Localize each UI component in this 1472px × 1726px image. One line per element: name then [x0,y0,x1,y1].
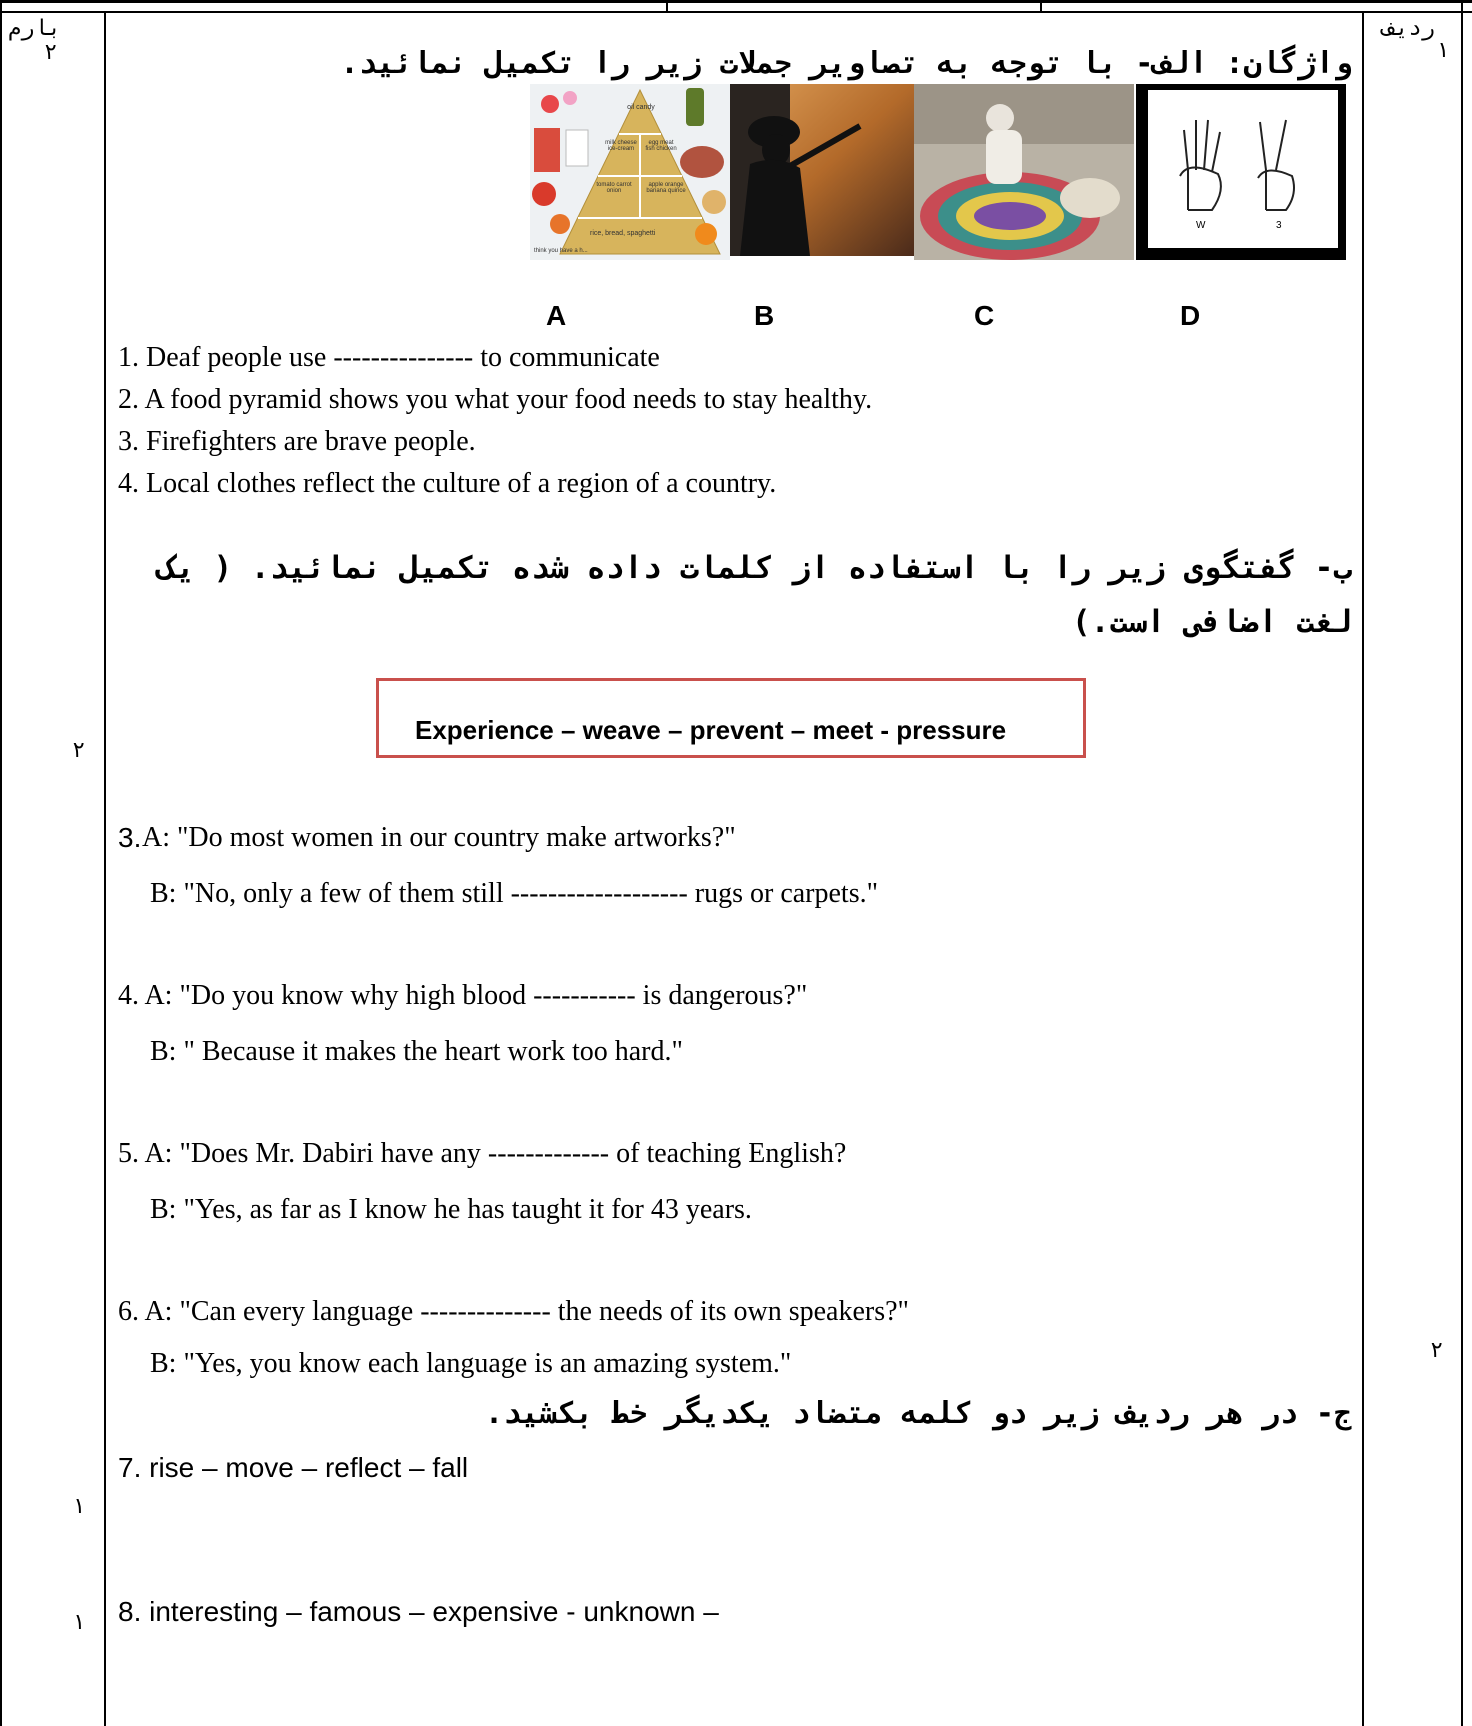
score-b: ٢ [72,738,86,763]
dialogue-4-a: 4. A: "Do you know why high blood ----------- is dangerous?" [118,980,808,1011]
header-bottom-border [0,11,1472,13]
sentence-4: 4. Local clothes reflect the culture of a region of a country. [118,468,777,499]
sign-letter-w: W [1196,220,1206,231]
image-letter-b: B [754,300,775,331]
sign-language-image [1136,84,1346,260]
score-c1: ١ [72,1494,86,1519]
score-c2: ١ [72,1610,86,1635]
section-a-instruction: واژگان: الف- با توجه به تصاویر جملات زیر را تکمیل نمائید. [340,46,1352,81]
word-bank-text: Experience – weave – prevent – meet - pressure [415,715,1007,745]
dialogue-3-a: A: "Do most women in our country make artworks?" [142,822,736,853]
hands-drawing [1148,90,1338,248]
dialogue-5-b: B: "Yes, as far as I know he has taught it for 43 years. [150,1194,752,1225]
section-b-instruction-line1: ب- گفتگوی زیر را با استفاده از کلمات داده شده تکمیل نمائید. ( یک [157,550,1352,586]
left-border [0,0,2,1726]
food-pyramid-image [530,84,730,260]
right-border [1461,0,1463,1726]
row-number-2: ٢ [1430,1338,1444,1363]
word-bank-box [376,678,1086,758]
section-b-instruction-line2: لغت اضافی است.) [1072,604,1352,640]
pyramid-caption: think you have a h... [534,248,588,254]
dialogue-3-b: B: "No, only a few of them still ------------------- rugs or carpets." [150,878,879,909]
dialogue-4-b: B: " Because it makes the heart work too hard." [150,1036,683,1067]
row-column-divider [1362,11,1364,1726]
dialogue-5-a: 5. A: "Does Mr. Dabiri have any ------------- of teaching English? [118,1138,847,1169]
pyramid-label-mid-right: egg meat fish chicken [645,140,677,152]
pyramid-label-base: rice, bread, spaghetti [590,230,656,237]
image-letter-c: C [974,300,995,331]
pyramid-label-mid-left: milk cheese ice-cream [605,140,637,152]
pyramid-label-low-right: apple orange banana quince [646,182,686,194]
top-border [0,0,1472,3]
score-column-label: بارم [8,16,61,41]
score-column-divider [104,11,106,1726]
image-letter-d: D [1180,300,1201,331]
score-a: ٢ [44,40,58,65]
section-c-instruction: ج- در هر ردیف زیر دو کلمه متضاد یکدیگر خط بکشید. [485,1396,1352,1431]
pyramid-label-low-left: tomato carrot onion [596,182,632,194]
sign-letter-3: 3 [1276,220,1282,231]
sentence-3: 3. Firefighters are brave people. [118,426,476,457]
image-letter-a: A [546,300,567,331]
row-number: ١ [1436,38,1450,63]
dialogue-3-number: 3. [118,822,142,853]
row-column-label: ردیف [1382,16,1435,41]
antonym-item-8: 8. interesting – famous – expensive - unknown – [118,1596,719,1627]
dialogue-6-a: 6. A: "Can every language -------------- the needs of its own speakers?" [118,1296,909,1327]
sentence-2: 2. A food pyramid shows you what your food needs to stay healthy. [118,384,873,415]
pyramid-label-top: oil candy [627,104,655,111]
weaver-image [914,84,1134,260]
firefighter-image [730,84,914,256]
dialogue-6-b: B: "Yes, you know each language is an amazing system." [150,1348,792,1379]
antonym-item-7: 7. rise – move – reflect – fall [118,1452,469,1483]
sentence-1: 1. Deaf people use --------------- to communicate [118,342,660,373]
